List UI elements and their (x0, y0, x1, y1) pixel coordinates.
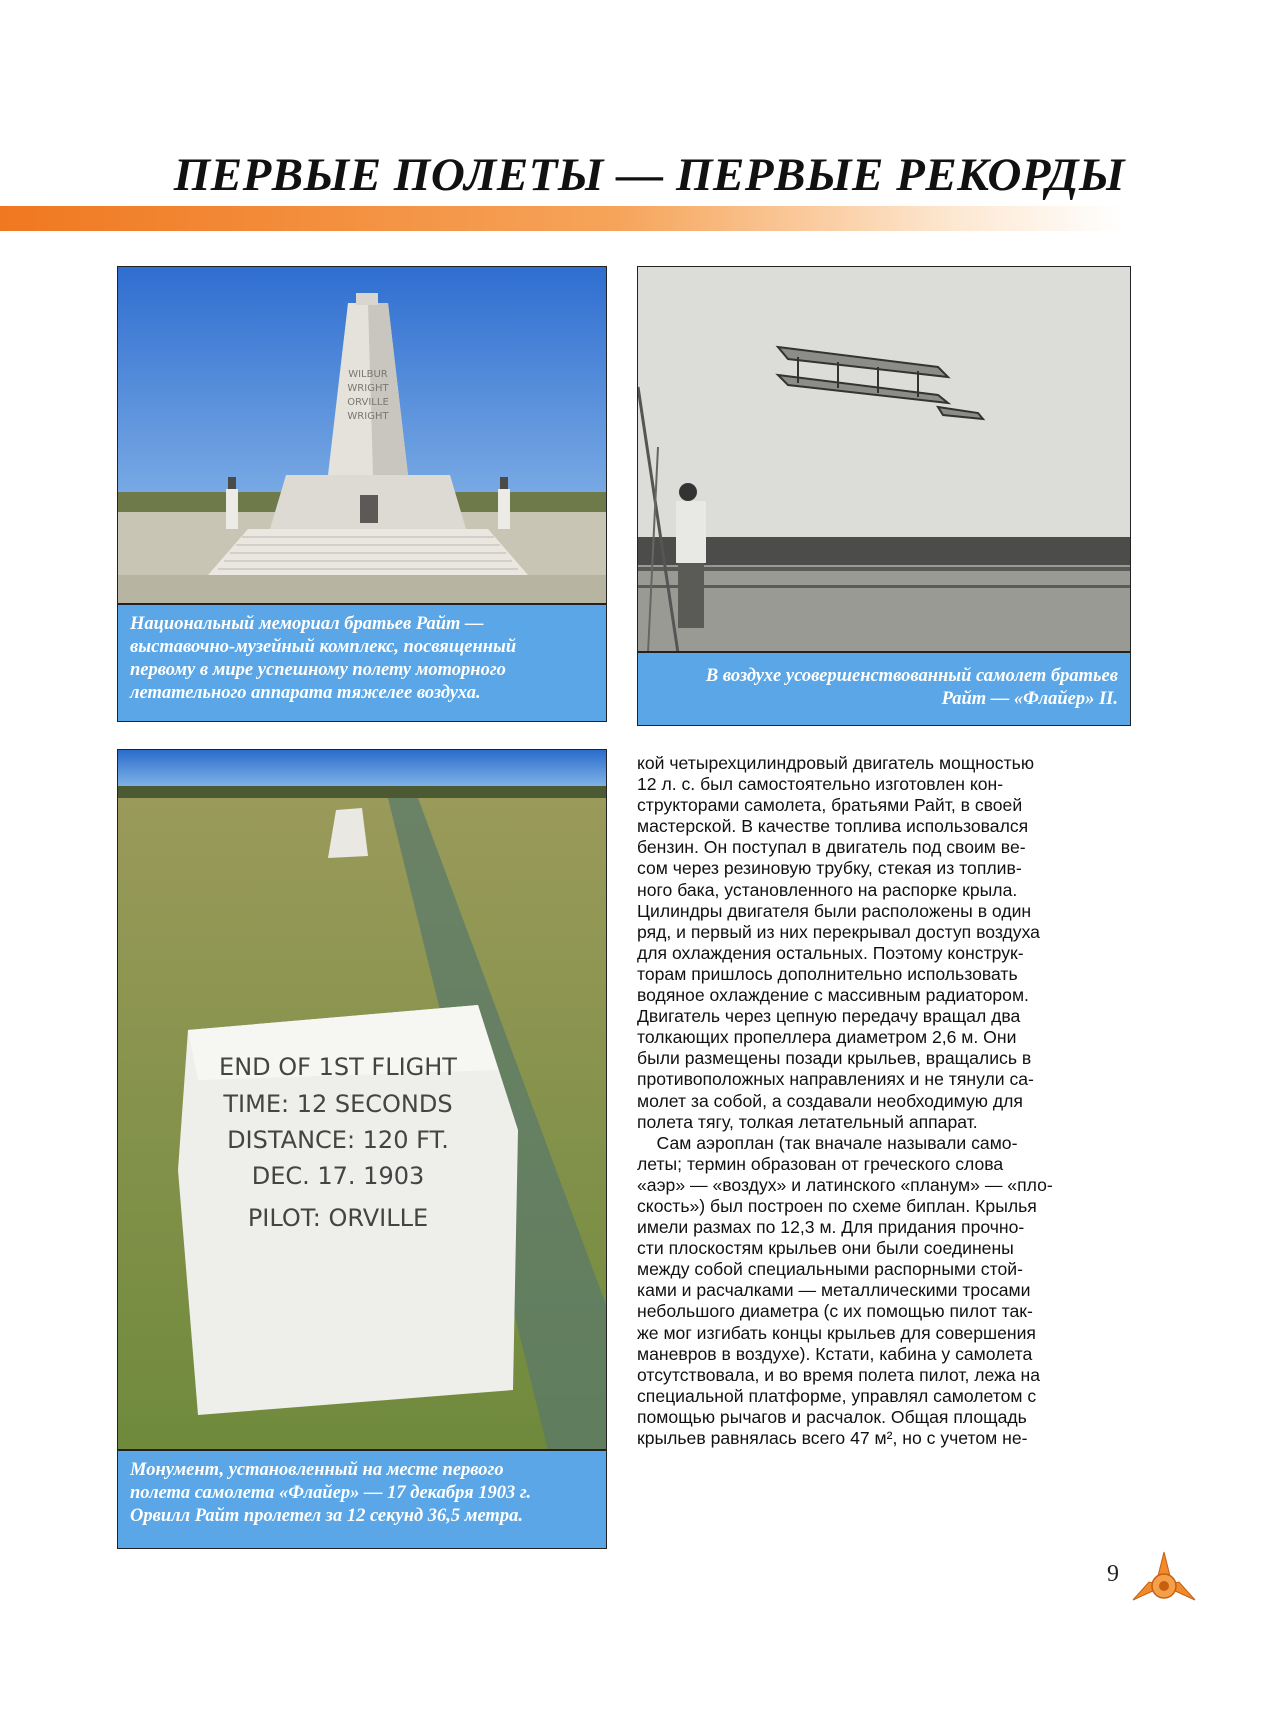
body-text-line: Цилиндры двигателя были расположены в один (637, 900, 1032, 921)
page-title: ПЕРВЫЕ ПОЛЕТЫ — ПЕРВЫЕ РЕКОРДЫ (173, 149, 1125, 201)
body-text-line: же мог изгибать концы крыльев для совершения (637, 1322, 1036, 1343)
monument-caption: Монумент, установленный на месте первого полета самолета «Флайер» — 17 декабря 1903 г. Орвилл Райт пролетел за 12 секунд 36,5 метра. (117, 1450, 607, 1549)
body-text-line: 12 л. с. был самостоятельно изготовлен кон- (637, 774, 1004, 795)
body-text-line: бензин. Он поступал в двигатель под своим ве- (637, 837, 1026, 858)
monument-inscription-line: END OF 1ST FLIGHT (219, 1053, 457, 1081)
body-text-line: торам пришлось дополнительно использовать (637, 963, 1018, 984)
monument-inscription-line: DISTANCE: 120 FT. (227, 1126, 449, 1154)
body-text-line: водяное охлаждение с массивным радиатором. (637, 985, 1029, 1006)
monument-photo (117, 749, 607, 1450)
monument-inscription-line: DEC. 17. 1903 (251, 1162, 425, 1190)
memorial-inscription-line: WRIGHT (347, 383, 389, 394)
body-text-line: кой четырехцилиндровый двигатель мощностью (637, 753, 1035, 773)
body-text-line: Двигатель через цепную передачу вращал два (637, 1006, 1021, 1027)
body-text-line: Сам аэроплан (так вначале называли само- (637, 1132, 1018, 1153)
body-text-line: молет за собой, а создавали необходимую для (637, 1090, 1023, 1111)
memorial-inscription-line: WILBUR (348, 369, 388, 380)
body-text-line: противоположных направлениях и не тянули са- (637, 1069, 1034, 1090)
body-text-line: леты; термин образован от греческого слова (637, 1153, 1004, 1174)
body-text-line: «аэр» — «воздух» и латинского «планум» — «пло- (637, 1174, 1053, 1195)
body-text-line: сти плоскостям крыльев они были соединены (637, 1238, 1014, 1259)
body-text-line: специальной платформе, управлял самолетом с (637, 1385, 1037, 1406)
body-text-line: полета тягу, толкая летательный аппарат. (637, 1111, 978, 1132)
body-text-line: маневров в воздухе). Кстати, кабина у самолета (637, 1343, 1033, 1364)
body-text-line: были размещены позади крыльев, вращались в (637, 1048, 1032, 1069)
body-text-line: ками и расчалками — металлическими тросами (637, 1280, 1031, 1301)
body-text-line: помощью рычагов и расчалок. Общая площадь (637, 1406, 1027, 1427)
monument-inscription-line: TIME: 12 SECONDS (223, 1090, 453, 1118)
memorial-photo (117, 266, 607, 604)
flyer-caption: В воздухе усовершенствованный самолет братьев Райт — «Флайер» II. (637, 652, 1131, 726)
body-text-line: отсутствовала, и во время полета пилот, лежа на (637, 1364, 1041, 1385)
body-text-line: толкающих пропеллера диаметром 2,6 м. Они (637, 1027, 1017, 1048)
body-text-line: ного бака, установленного на распорке крыла. (637, 879, 1018, 900)
title-underline-bar (0, 206, 1125, 231)
monument-inscription-line: PILOT: ORVILLE (247, 1204, 429, 1232)
body-text-line: мастерской. В качестве топлива использовался (637, 816, 1029, 837)
body-text-line: имели размах по 12,3 м. Для придания прочно- (637, 1217, 1025, 1238)
body-text-line: небольшого диаметра (с их помощью пилот так- (637, 1301, 1033, 1322)
body-text-line: скость») был построен по схеме биплан. Крылья (637, 1195, 1037, 1216)
body-text-line: ряд, и первый из них перекрывал доступ воздуха (637, 921, 1040, 942)
propeller-icon (1129, 1550, 1199, 1620)
memorial-inscription-line: WRIGHT (347, 411, 389, 422)
memorial-inscription-line: ORVILLE (347, 397, 389, 408)
flyer-photo (637, 266, 1131, 652)
body-text-line: сом через резиновую трубку, стекая из топлив- (637, 858, 1022, 879)
body-text-line: между собой специальными распорными стой- (637, 1259, 1023, 1280)
body-text-line: структорами самолета, братьями Райт, в своей (637, 795, 1023, 816)
body-text-line: для охлаждения остальных. Поэтому конструк- (637, 942, 1024, 963)
body-text (637, 753, 1131, 1449)
body-text-line: крыльев равнялась всего 47 м², но с учетом не- (637, 1428, 1028, 1448)
page-number: 9 (1107, 1561, 1119, 1587)
memorial-caption: Национальный мемориал братьев Райт — выставочно-музейный комплекс, посвященный первому в мире успешному полету моторного летательного аппарата тяжелее воздуха. (117, 604, 607, 722)
